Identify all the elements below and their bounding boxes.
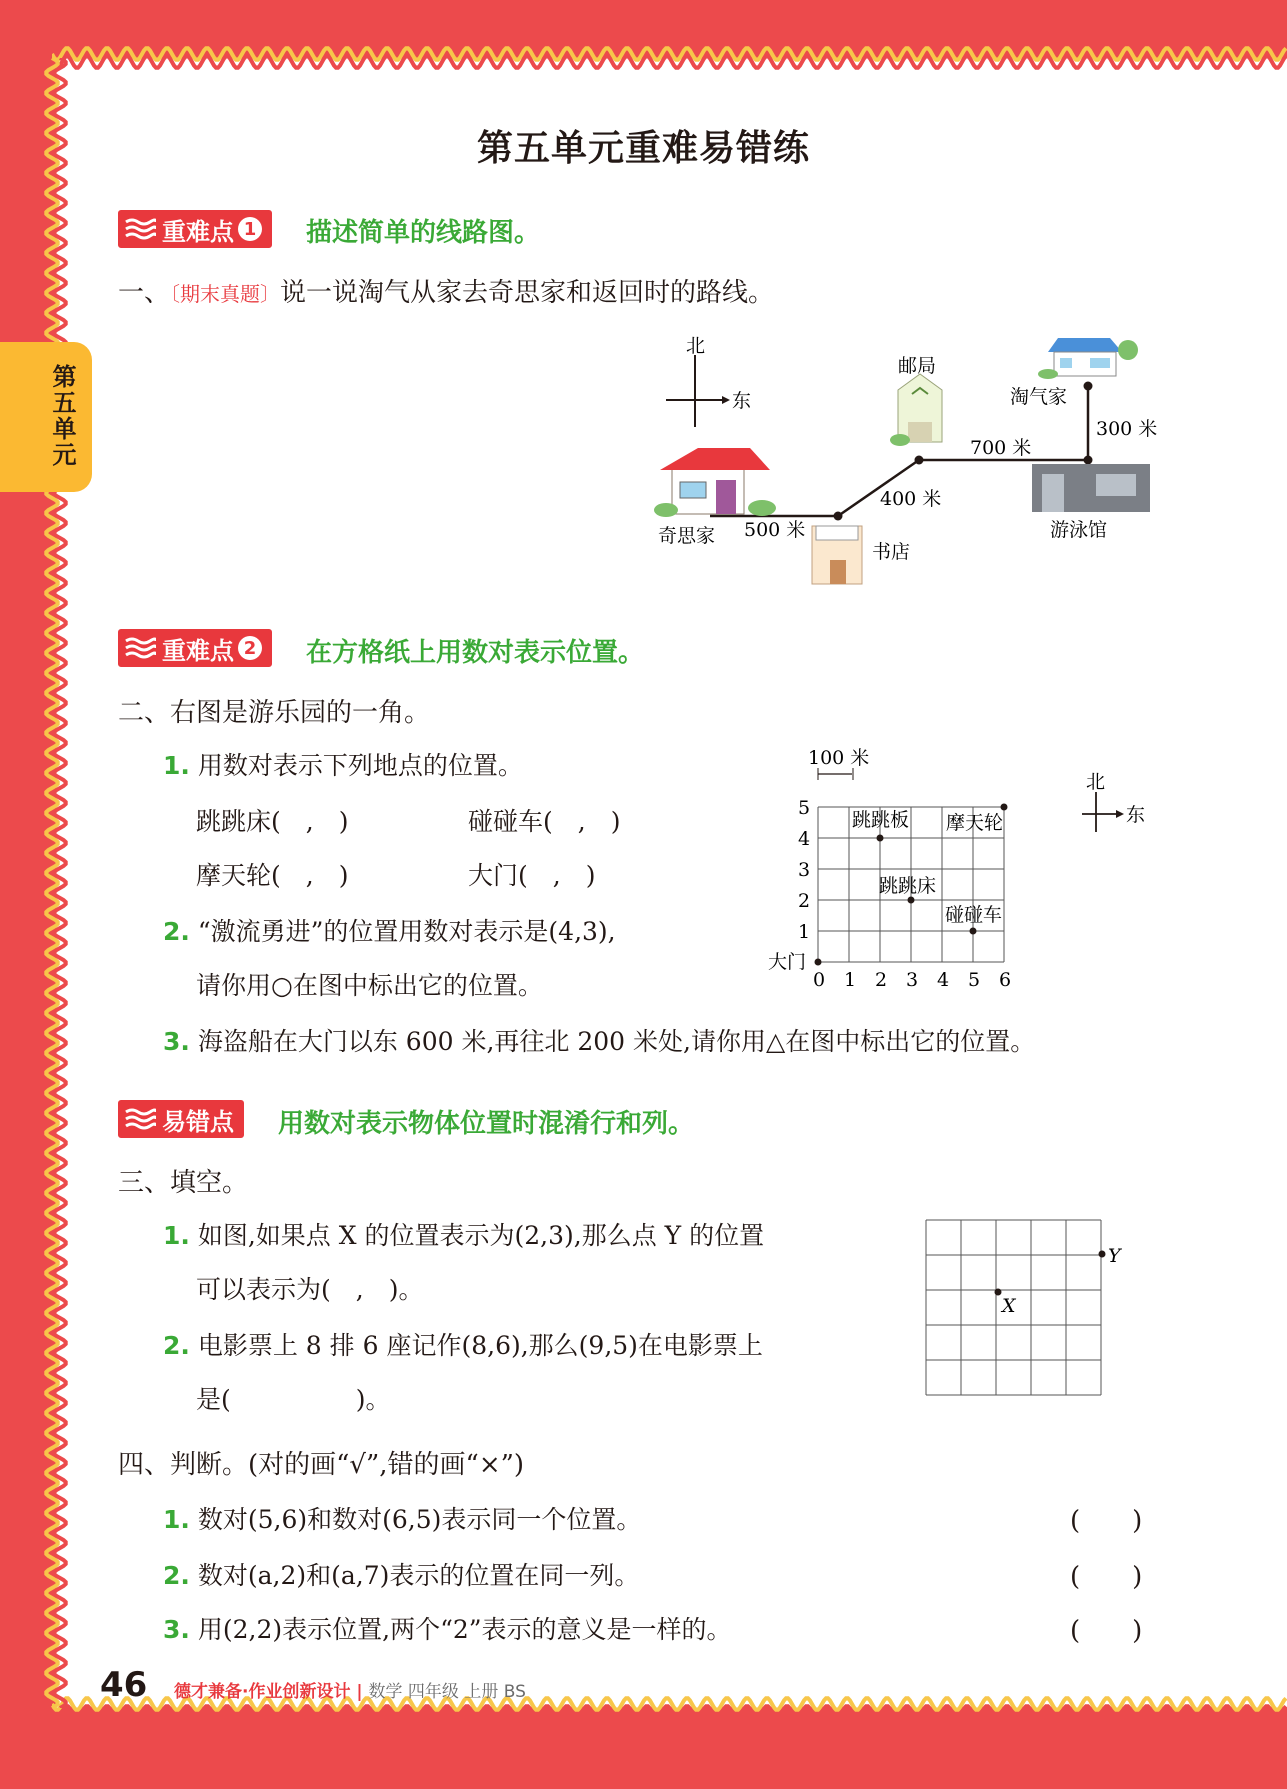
question-2-heading: 二、右图是游乐园的一角。 [118,698,431,728]
waves-icon [120,1102,160,1136]
question-4-heading: 四、判断。(对的画“√”,错的画“×”) [118,1450,525,1480]
grid-scale-label: 100 米 [808,747,870,769]
distance-400: 400 米 [880,488,942,510]
grid-point [1001,804,1008,811]
xy-grid [920,1212,1140,1412]
badge-number: 1 [238,217,262,241]
pengpengche-answer: 碰碰车( , ) [468,807,621,836]
y-tick-label: 2 [798,890,811,912]
grid-compass [1082,771,1145,832]
motianlun-answer: 摩天轮( , ) [196,861,349,890]
distance-300: 300 米 [1096,418,1158,440]
exam-tag: 〔期末真题〕 [170,282,281,306]
badge-number: 2 [238,636,262,660]
q2-sub2 [163,912,616,948]
unit-side-tab [0,342,92,492]
judge-text: 用(2,2)表示位置,两个“2”表示的意义是一样的。 [197,1615,732,1644]
question-1-text: 说一说淘气从家去奇思家和返回时的路线。 [280,278,775,308]
question-1 [118,272,774,309]
q2-sub2-line2: 请你用○在图中标出它的位置。 [196,971,543,1000]
judge-num: 3. [163,1615,190,1644]
wavy-border-left [44,58,68,1708]
swimming-pool-icon [1032,464,1150,512]
badge-label: 重难点 [162,636,234,665]
judge-num: 2. [163,1561,190,1590]
taoqi-home-icon [1038,338,1138,379]
qisi-home-label: 奇思家 [658,525,716,547]
book-store-label: 书店 [872,541,911,563]
amusement-park-grid [760,740,1160,1000]
q2-sub2-num: 2. [163,917,190,946]
grid-point [970,928,977,935]
judge-text: 数对(a,2)和(a,7)表示的位置在同一列。 [197,1561,640,1590]
point-x [995,1289,1002,1296]
route-map [650,330,1170,585]
point-y-label: Y [1108,1245,1121,1267]
q2-sub1-num: 1. [163,751,190,780]
x-tick-label: 4 [937,969,950,991]
post-office-icon [890,374,942,446]
question-3-heading: 三、填空。 [118,1168,249,1198]
q3-sub1-num: 1. [163,1221,190,1250]
judge-num: 1. [163,1505,190,1534]
damen-answer: 大门( , ) [468,861,596,890]
side-tab-label: 第五单元 [48,364,76,468]
judge-answer-2[interactable]: ( ) [1070,1562,1143,1592]
judge-item-1 [163,1500,641,1536]
error-point-badge [118,1100,244,1138]
page-title: 第五单元重难易错练 [476,128,810,169]
map-north-label: 北 [686,335,706,357]
distance-700: 700 米 [970,437,1032,459]
q2-sub3 [163,1022,1035,1058]
q3-sub1-line2: 可以表示为( , )。 [196,1275,424,1304]
judge-text: 数对(5,6)和数对(6,5)表示同一个位置。 [197,1505,642,1534]
q3-sub1 [163,1216,764,1252]
q2-sub1-text: 用数对表示下列地点的位置。 [197,751,523,780]
footer-brand-text: 德才兼备·作业创新设计 [174,1682,351,1702]
x-tick-label: 0 [813,969,826,991]
grid-point [908,897,915,904]
point-x-label: X [1002,1295,1016,1317]
x-tick-label: 6 [999,969,1012,991]
q2-sub1 [163,746,523,782]
judge-answer-1[interactable]: ( ) [1070,1506,1143,1536]
q3-sub2-num: 2. [163,1331,190,1360]
map-east-label: 东 [732,390,752,412]
waves-icon [120,212,160,246]
q3-sub2-line2: 是( )。 [196,1385,391,1414]
grid-point-label: 跳跳板 [852,809,910,831]
q2-sub3-text: 海盗船在大门以东 600 米,再往北 200 米处,请你用△在图中标出它的位置。 [197,1027,1036,1056]
key-point-badge-2 [118,629,272,667]
key-point-badge-1 [118,210,272,248]
judge-item-3 [163,1610,732,1646]
tiaotiaochuang-answer: 跳跳床( , ) [196,807,349,836]
y-tick-label: 3 [798,859,811,881]
wavy-border-top [52,44,1287,72]
page-number: 46 [100,1665,148,1705]
x-tick-label: 2 [875,969,888,991]
point-y [1099,1251,1106,1258]
footer-subtitle: 数学 四年级 上册 BS [368,1682,526,1702]
y-tick-label: 4 [798,828,811,850]
footer-brand: 德才兼备·作业创新设计 | 数学 四年级 上册 BS [174,1682,526,1702]
grid-point-label: 摩天轮 [946,812,1004,834]
x-tick-label: 3 [906,969,919,991]
swimming-pool-label: 游泳馆 [1050,519,1108,541]
distance-500: 500 米 [744,519,806,541]
grid-point-label: 大门 [768,951,807,973]
badge-label: 易错点 [162,1107,234,1136]
error-point-text: 用数对表示物体位置时混淆行和列。 [278,1109,695,1139]
q3-sub1-line1: 如图,如果点 X 的位置表示为(2,3),那么点 Y 的位置 [197,1221,765,1250]
key-point-text-2: 在方格纸上用数对表示位置。 [306,638,645,668]
waves-icon [120,631,160,665]
x-tick-label: 1 [844,969,857,991]
post-office-label: 邮局 [898,355,937,377]
y-tick-label: 1 [798,921,811,943]
y-tick-label: 5 [798,797,811,819]
qisi-house-icon [654,448,776,517]
x-tick-label: 5 [968,969,981,991]
grid-point-label: 碰碰车 [945,904,1003,926]
key-point-text-1: 描述简单的线路图。 [306,218,541,248]
grid-point-label: 跳跳床 [879,875,937,897]
q2-sub2-line1: “激流勇进”的位置用数对表示是(4,3), [197,917,616,946]
q2-sub3-num: 3. [163,1027,190,1056]
q3-sub2 [163,1326,763,1362]
grid-point [815,959,822,966]
grid-point [877,835,884,842]
grid-east-label: 东 [1126,804,1146,826]
judge-answer-3[interactable]: ( ) [1070,1616,1143,1646]
book-store-icon [812,526,862,584]
q3-sub2-line1: 电影票上 8 排 6 座记作(8,6),那么(9,5)在电影票上 [197,1331,763,1360]
grid-north-label: 北 [1086,771,1106,793]
judge-item-2 [163,1556,639,1592]
taoqi-home-label: 淘气家 [1010,386,1068,408]
question-1-prefix: 一、 [118,278,171,308]
badge-label: 重难点 [162,217,234,246]
